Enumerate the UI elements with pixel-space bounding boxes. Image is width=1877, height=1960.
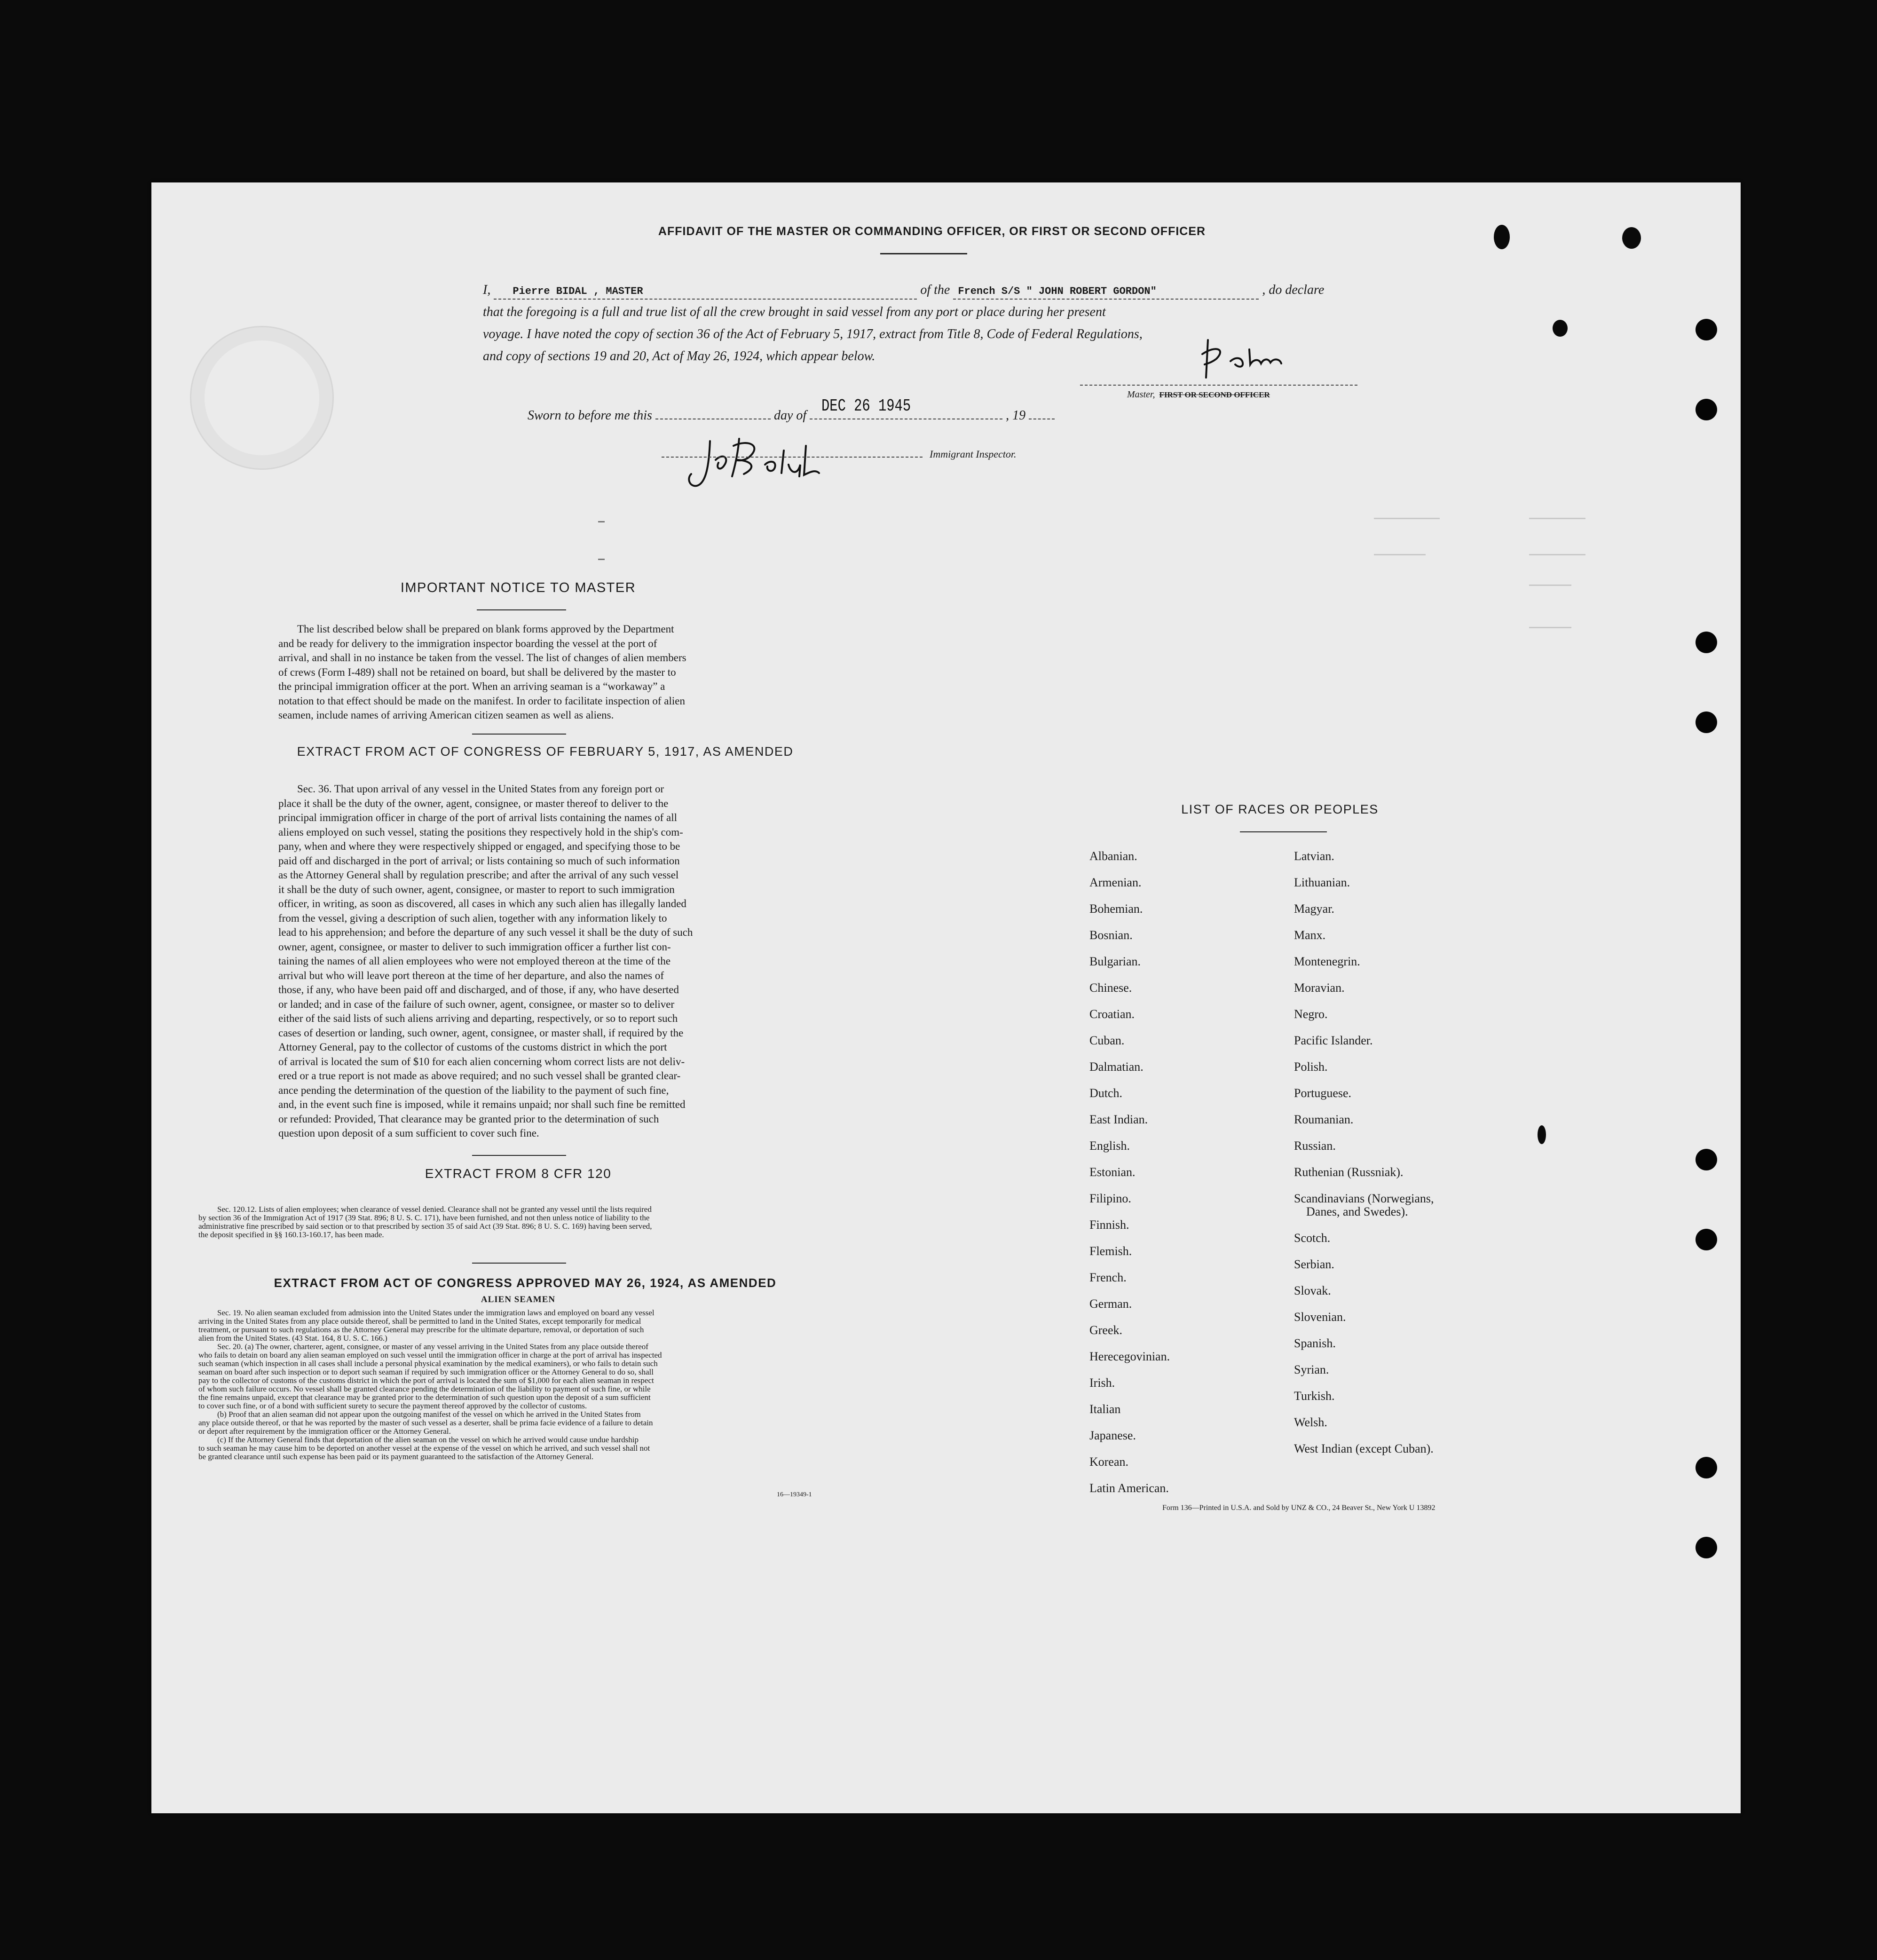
races-right-column bbox=[1294, 843, 1529, 1462]
master-title-line bbox=[1127, 389, 1270, 400]
act-1924-body bbox=[198, 1309, 836, 1461]
text-line: (b) Proof that an alien seaman did not appear upon the outgoing manifest of the vessel on which he arrived in the United States from bbox=[217, 1410, 641, 1419]
race-list-item: Scotch. bbox=[1294, 1231, 1331, 1245]
text-line: be granted clearance until such expense has been paid or its payment guaranteed to the satisfaction of the Attorney General. bbox=[198, 1452, 594, 1461]
race-list-item: Welsh. bbox=[1294, 1415, 1327, 1429]
text-line: cases of desertion or landing, such owner, agent, consignee, or master shall, if required by the bbox=[278, 1027, 684, 1039]
ink-blot bbox=[1622, 227, 1641, 249]
text-line: Sec. 20. (a) The owner, charterer, agent, consignee, or master of any vessel arriving in the United States from any place outside thereof bbox=[217, 1342, 648, 1351]
text-line: or deport after requirement by the immigration officer or the Attorney General. bbox=[198, 1427, 451, 1436]
blank-day bbox=[655, 410, 771, 419]
text-line: and, in the event such fine is imposed, while it remains unpaid; nor shall such fine be remitted bbox=[278, 1099, 686, 1110]
text-line: and be ready for delivery to the immigration inspector boarding the vessel at the port of bbox=[278, 637, 657, 649]
race-list-item: Chinese. bbox=[1089, 981, 1132, 995]
declarant-prefix: I, bbox=[483, 283, 491, 297]
race-list-item: Slovenian. bbox=[1294, 1310, 1346, 1324]
act-1924-subheading: ALIEN SEAMEN bbox=[481, 1295, 556, 1304]
vessel-name-field: French S/S " JOHN ROBERT GORDON" bbox=[953, 285, 1259, 300]
notice-heading: IMPORTANT NOTICE TO MASTER bbox=[400, 580, 636, 595]
race-list-item: English. bbox=[1089, 1139, 1130, 1153]
text-line: or refunded: Provided, That clearance may be granted prior to the determination of such bbox=[278, 1113, 659, 1125]
race-list-item: Roumanian. bbox=[1294, 1113, 1354, 1126]
text-line: ered or a true report is not made as above required; and no such vessel shall be granted clear- bbox=[278, 1070, 681, 1082]
ink-blot bbox=[1553, 320, 1568, 337]
race-list-item: West Indian (except Cuban). bbox=[1294, 1442, 1434, 1455]
race-list-item: Dutch. bbox=[1089, 1086, 1123, 1100]
of-the-label: of the bbox=[920, 283, 950, 297]
race-list-item: Latin American. bbox=[1089, 1481, 1169, 1495]
bleed-through-mark bbox=[1374, 554, 1426, 555]
race-list-item: Magyar. bbox=[1294, 902, 1334, 916]
text-line: administrative fine prescribed by said section or to that prescribed by section 35 of said Act (39 Stat. 896; 8 U. S. C. 169) having been served, bbox=[198, 1222, 652, 1231]
date-stamp: DEC 26 1945 bbox=[821, 396, 911, 416]
inspector-label: Immigrant Inspector. bbox=[930, 448, 1017, 460]
race-list-item: Estonian. bbox=[1089, 1165, 1136, 1179]
race-list-item: Ruthenian (Russniak). bbox=[1294, 1165, 1404, 1179]
text-line: by section 36 of the Immigration Act of 1917 (39 Stat. 896; 8 U. S. C. 171), have been furnished, and not then unless notice of liability to the bbox=[198, 1213, 650, 1222]
text-line: owner, agent, consignee, or master to deliver to such immigration officer a further list con- bbox=[278, 940, 671, 953]
race-list-item: Latvian. bbox=[1294, 849, 1334, 863]
text-line: to cover such fine, or of a bond with sufficient surety to secure the payment thereof approved by the collector of customs. bbox=[198, 1401, 587, 1410]
dash-mark bbox=[598, 559, 605, 560]
race-list-item: Greek. bbox=[1089, 1323, 1123, 1337]
cfr-body bbox=[198, 1205, 836, 1239]
declaration-line: that the foregoing is a full and true list of all the crew brought in said vessel from any port or place during her present bbox=[483, 305, 1106, 319]
declaration-block bbox=[483, 279, 1522, 367]
race-list-item: Japanese. bbox=[1089, 1429, 1136, 1442]
text-line: arrival, and shall in no instance be taken from the vessel. The list of changes of alien members bbox=[278, 652, 686, 664]
race-list-item: Korean. bbox=[1089, 1455, 1129, 1469]
text-line: The list described below shall be prepared on blank forms approved by the Department bbox=[297, 623, 674, 635]
punch-hole bbox=[1696, 711, 1717, 733]
section-rule bbox=[472, 1155, 566, 1156]
race-list-item: Croatian. bbox=[1089, 1007, 1135, 1021]
text-line: who fails to detain on board any alien seaman employed on such vessel until the immigration officer in charge at the port of arrival has inspected bbox=[198, 1351, 662, 1359]
bleed-through-mark bbox=[1529, 518, 1585, 519]
master-signature bbox=[1198, 335, 1306, 380]
text-line: Sec. 19. No alien seaman excluded from admission into the United States under the immigration laws and employed on board any vessel bbox=[217, 1308, 655, 1317]
text-line: arrival but who will leave port thereon at the time of her departure, and also the names of bbox=[278, 969, 664, 981]
text-line: ance pending the determination of the question of the liability to the payment of such fine, bbox=[278, 1084, 669, 1096]
race-list-item: Armenian. bbox=[1089, 876, 1142, 889]
notice-rule bbox=[477, 609, 566, 610]
sworn-label: Sworn to before me this bbox=[528, 408, 652, 423]
struck-officer-label: FIRST OR SECOND OFFICER bbox=[1159, 390, 1270, 399]
affidavit-title: AFFIDAVIT OF THE MASTER OR COMMANDING OFFICER, OR FIRST OR SECOND OFFICER bbox=[658, 225, 1206, 238]
race-list-item: Flemish. bbox=[1089, 1244, 1132, 1258]
race-list-item: Bosnian. bbox=[1089, 928, 1133, 942]
race-list-item: Polish. bbox=[1294, 1060, 1328, 1074]
race-list-item: Spanish. bbox=[1294, 1336, 1336, 1350]
act-1917-heading: EXTRACT FROM ACT OF CONGRESS OF FEBRUARY 5, 1917, AS AMENDED bbox=[297, 744, 794, 759]
race-list-item: Bohemian. bbox=[1089, 902, 1143, 916]
form-code: 16—19349-1 bbox=[777, 1491, 812, 1498]
text-line: seamen, include names of arriving American citizen seamen as well as aliens. bbox=[278, 709, 614, 721]
ink-blot bbox=[1538, 1125, 1546, 1144]
declaration-line: voyage. I have noted the copy of section 36 of the Act of February 5, 1917, extract from Title 8, Code of Federal Regulations, bbox=[483, 327, 1143, 341]
race-list-item: German. bbox=[1089, 1297, 1132, 1311]
races-rule bbox=[1240, 831, 1327, 832]
text-line: of arrival is located the sum of $10 for each alien concerning whom correct lists are not deliv- bbox=[278, 1055, 685, 1067]
text-line: to such seaman he may cause him to be deported on another vessel at the expense of the vessel on which he arrived, and such vessel shall not bbox=[198, 1444, 650, 1453]
notice-body bbox=[278, 622, 810, 723]
text-line: paid off and discharged in the port of arrival; or lists containing so much of such information bbox=[278, 854, 680, 867]
do-declare-label: , do declare bbox=[1262, 283, 1325, 297]
master-signature-line bbox=[1080, 385, 1357, 386]
bleed-through-mark bbox=[1529, 627, 1571, 628]
sworn-line bbox=[528, 408, 1055, 423]
text-line: it shall be the duty of such owner, agent, consignee, or master to report to such immigration bbox=[278, 883, 675, 895]
text-line: Sec. 36. That upon arrival of any vessel in the United States from any foreign port or bbox=[297, 783, 664, 795]
punch-hole bbox=[1696, 1457, 1717, 1478]
text-line: Sec. 120.12. Lists of alien employees; when clearance of vessel denied. Clearance shall not be granted any vessel until the lists required bbox=[217, 1205, 652, 1214]
text-line: principal immigration officer in charge of the port of arrival lists containing the names of all bbox=[278, 812, 677, 823]
punch-hole bbox=[1696, 1229, 1717, 1250]
text-line: treatment, or pursuant to such regulations as the Attorney General may prescribe for the ultimate departure, removal, or deportation of such bbox=[198, 1325, 644, 1334]
text-line: Attorney General, pay to the collector of customs of the customs district in which the port bbox=[278, 1041, 667, 1053]
race-list-item: Turkish. bbox=[1294, 1389, 1335, 1403]
race-list-item: Finnish. bbox=[1089, 1218, 1129, 1232]
race-list-item: Slovak. bbox=[1294, 1284, 1331, 1297]
master-label: Master, bbox=[1127, 389, 1155, 400]
text-line: taining the names of all alien employees who were not employed thereon at the time of the bbox=[278, 955, 671, 967]
race-list-item: East Indian. bbox=[1089, 1113, 1148, 1126]
text-line: notation to that effect should be made on the manifest. In order to facilitate inspection of alien bbox=[278, 695, 685, 707]
text-line: (c) If the Attorney General finds that deportation of the alien seaman on the vessel on which he arrived would cause undue hardship bbox=[217, 1435, 639, 1444]
text-line: aliens employed on such vessel, stating the positions they respectively hold in the ship's com- bbox=[278, 826, 683, 838]
bleed-through-mark bbox=[1529, 554, 1585, 555]
inspector-signature bbox=[683, 432, 843, 493]
text-line: pany, when and where they were respectively shipped or engaged, and specifying those to be bbox=[278, 840, 680, 852]
embossed-seal bbox=[190, 326, 334, 470]
text-line: lead to his apprehension; and before the departure of any such vessel it shall be the duty of such bbox=[278, 926, 693, 938]
cfr-heading: EXTRACT FROM 8 CFR 120 bbox=[425, 1166, 612, 1181]
declaration-line: and copy of sections 19 and 20, Act of May 26, 1924, which appear below. bbox=[483, 349, 875, 364]
race-list-item: Albanian. bbox=[1089, 849, 1137, 863]
punch-hole bbox=[1696, 1537, 1717, 1558]
text-line: pay to the collector of customs of the customs district in which the port of arrival is located the sum of $1,000 for each alien seaman in respect bbox=[198, 1376, 654, 1385]
punch-hole bbox=[1696, 399, 1717, 420]
race-list-item: Negro. bbox=[1294, 1007, 1328, 1021]
races-heading: LIST OF RACES OR PEOPLES bbox=[1181, 802, 1379, 816]
punch-hole bbox=[1696, 1149, 1717, 1170]
race-list-item: Danes, and Swedes). bbox=[1306, 1205, 1408, 1218]
blank-year bbox=[1029, 410, 1055, 419]
race-list-item: Irish. bbox=[1089, 1376, 1115, 1390]
text-line: the principal immigration officer at the port. When an arriving seaman is a “workaway” a bbox=[278, 680, 665, 692]
race-list-item: Moravian. bbox=[1294, 981, 1345, 995]
race-list-item: Syrian. bbox=[1294, 1363, 1329, 1376]
text-line: or landed; and in case of the failure of such owner, agent, consignee, or master so to deliver bbox=[278, 998, 675, 1010]
title-rule bbox=[880, 253, 967, 254]
text-line: question upon deposit of a sum sufficient to cover such fine. bbox=[278, 1127, 539, 1139]
text-line: such seaman (which inspection in all cases shall include a personal physical examination by the medical examiners), or who fails to detain such bbox=[198, 1359, 658, 1368]
text-line: the fine remains unpaid, except that clearance may be granted prior to the determination of such question upon the deposit of a sum sufficient bbox=[198, 1393, 651, 1402]
text-line: those, if any, who have been paid off and discharged, and of those, if any, who have deserted bbox=[278, 984, 679, 996]
text-line: seaman on board after such inspection or to deport such seaman if required by such immigration officer or the Attorney General to do so, shall bbox=[198, 1367, 654, 1376]
printer-footer: Form 136—Printed in U.S.A. and Sold by UNZ & CO., 24 Beaver St., New York U 13892 bbox=[1162, 1504, 1435, 1512]
section-rule bbox=[472, 1263, 566, 1264]
race-list-item: Italian bbox=[1089, 1402, 1121, 1416]
text-line: of whom such failure occurs. No vessel shall be granted clearance pending the determination of the liability to payment of such fine, or while bbox=[198, 1384, 651, 1393]
text-line: any place outside thereof, or that he was reported by the master of such vessel as a deserter, shall be prima facie evidence of a failure to detain bbox=[198, 1418, 653, 1427]
race-list-item: Dalmatian. bbox=[1089, 1060, 1144, 1074]
inspector-signature-line bbox=[662, 457, 923, 458]
race-list-item: Serbian. bbox=[1294, 1257, 1334, 1271]
act-1917-body bbox=[278, 782, 810, 1141]
races-left-column bbox=[1089, 843, 1268, 1502]
race-list-item: Manx. bbox=[1294, 928, 1326, 942]
race-list-item: Scandinavians (Norwegians, bbox=[1294, 1192, 1434, 1205]
text-line: place it shall be the duty of the owner, agent, consignee, or master thereof to deliver to the bbox=[278, 797, 669, 809]
text-line: from the vessel, giving a description of such alien, together with any information likely to bbox=[278, 912, 667, 924]
text-line: arriving in the United States from any place outside thereof, shall be permitted to land in the United States, except temporarily for medical bbox=[198, 1317, 641, 1326]
text-line: as the Attorney General shall by regulation prescribe; and after the arrival of any such vessel bbox=[278, 869, 679, 881]
year-prefix-label: , 19 bbox=[1006, 408, 1026, 423]
race-list-item: Cuban. bbox=[1089, 1034, 1125, 1047]
race-list-item: Montenegrin. bbox=[1294, 955, 1360, 968]
master-name-field: Pierre BIDAL , MASTER bbox=[494, 285, 917, 300]
punch-hole bbox=[1696, 319, 1717, 340]
dash-mark bbox=[598, 521, 605, 522]
act-1924-heading: EXTRACT FROM ACT OF CONGRESS APPROVED MAY 26, 1924, AS AMENDED bbox=[274, 1276, 777, 1290]
day-of-label: day of bbox=[773, 408, 807, 423]
race-list-item: Russian. bbox=[1294, 1139, 1336, 1153]
text-line: alien from the United States. (43 Stat. 164, 8 U. S. C. 166.) bbox=[198, 1334, 387, 1343]
race-list-item: Filipino. bbox=[1089, 1192, 1131, 1205]
race-list-item: Portuguese. bbox=[1294, 1086, 1352, 1100]
document-page bbox=[151, 182, 1741, 1813]
race-list-item: Pacific Islander. bbox=[1294, 1034, 1373, 1047]
punch-hole bbox=[1696, 632, 1717, 653]
bleed-through-mark bbox=[1374, 518, 1440, 519]
race-list-item: French. bbox=[1089, 1271, 1127, 1284]
section-rule bbox=[472, 734, 566, 735]
text-line: the deposit specified in §§ 160.13-160.17, has been made. bbox=[198, 1230, 384, 1239]
text-line: either of the said lists of such aliens arriving and departing, respectively, or so to report such bbox=[278, 1012, 678, 1024]
race-list-item: Lithuanian. bbox=[1294, 876, 1350, 889]
ink-blot bbox=[1494, 225, 1510, 249]
bleed-through-mark bbox=[1529, 585, 1571, 586]
race-list-item: Herecegovinian. bbox=[1089, 1350, 1170, 1363]
text-line: of crews (Form I-489) shall not be retained on board, but shall be delivered by the master to bbox=[278, 666, 676, 678]
text-line: officer, in writing, as soon as discovered, all cases in which any such alien has illegally landed bbox=[278, 898, 686, 909]
race-list-item: Bulgarian. bbox=[1089, 955, 1141, 968]
